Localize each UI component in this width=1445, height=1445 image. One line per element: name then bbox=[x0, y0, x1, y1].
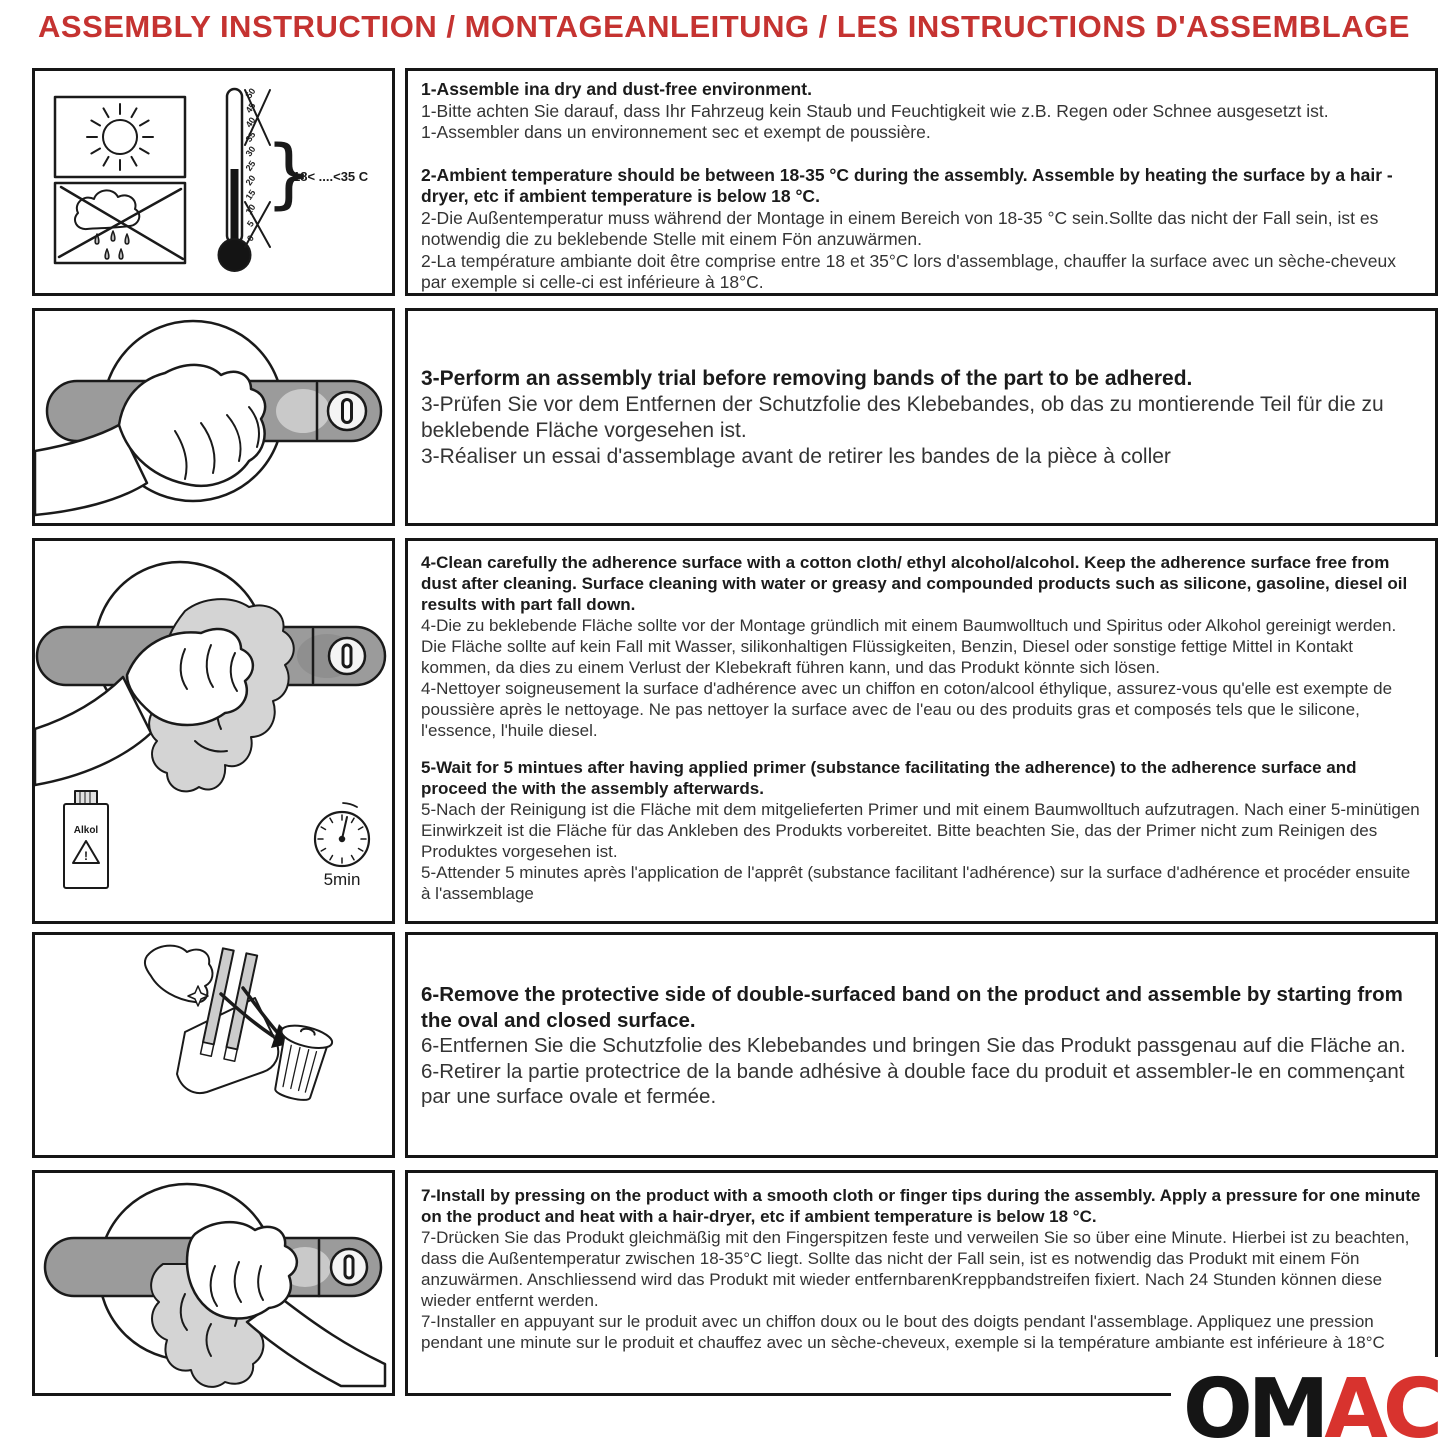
press-install-svg bbox=[35, 1173, 392, 1393]
keyhole-icon bbox=[343, 645, 351, 667]
illustration-cleaning bbox=[32, 538, 395, 924]
section-1-text bbox=[405, 68, 1438, 296]
keyhole-icon bbox=[345, 1256, 353, 1278]
page-title: ASSEMBLY INSTRUCTION / MONTAGEANLEITUNG / LES INSTRUCTIONS D'ASSEMBLAGE bbox=[38, 9, 1410, 44]
section-4-text bbox=[405, 932, 1438, 1158]
step-2-de: 2-Die Außentemperatur muss während der Montage in einem Bereich von 18-35 °C sein.Sollte das nicht der Fall sein, ist es notwendig die zu beklebende Stelle mit einem Fön anzuwärmen. bbox=[421, 207, 1379, 249]
door-handle-grip-svg bbox=[35, 311, 392, 523]
svg-text:!: ! bbox=[84, 849, 88, 863]
svg-text:35: 35 bbox=[243, 129, 258, 144]
svg-text:5: 5 bbox=[245, 218, 257, 229]
svg-text:15: 15 bbox=[243, 187, 258, 202]
svg-text:45: 45 bbox=[243, 100, 258, 115]
hand-icon bbox=[145, 946, 213, 1006]
environment-temperature-svg bbox=[35, 71, 392, 293]
section-2-text bbox=[405, 308, 1438, 526]
svg-text:50: 50 bbox=[243, 86, 258, 101]
illustration-assembly-trial bbox=[32, 308, 395, 526]
illustration-remove-band bbox=[32, 932, 395, 1158]
step-1-fr: 1-Assembler dans un environnement sec et exempt de poussière. bbox=[421, 122, 931, 142]
step-6-fr: 6-Retirer la partie protectrice de la bande adhésive à double face du produit et assembler-le en commençant par une surface ovale et fermée. bbox=[421, 1059, 1405, 1109]
step-6-en: 6-Remove the protective side of double-surfaced band on the product and assemble by starting from the oval and closed surface. bbox=[421, 983, 1403, 1032]
step-3-de: 3-Prüfen Sie vor dem Entfernen der Schutzfolie des Klebebandes, ob das zu montierende Teil für die zu beklebende Fläche vorgesehen ist. bbox=[421, 393, 1384, 442]
svg-text:25: 25 bbox=[243, 158, 258, 173]
step-1-de: 1-Bitte achten Sie darauf, dass Ihr Fahrzeug kein Staub und Feuchtigkeit wie z.B. Regen oder Schnee ausgesetzt ist. bbox=[421, 100, 1329, 121]
temperature-brace: } bbox=[265, 128, 314, 217]
paragraph-gap bbox=[421, 144, 1421, 165]
step-7-fr: 7-Installer en appuyant sur le produit avec un chiffon doux ou le bout des doigts pendant l'assemblage. Appliquez une pression pendant une minute sur le produit et chauffez avec un sèche-cheveux, exemple si la température ambiante est inférieure à 18°C bbox=[421, 1312, 1385, 1352]
step-6-de: 6-Entfernen Sie die Schutzfolie des Klebebandes und bringen Sie das Produkt passgenau auf die Fläche an. bbox=[421, 1034, 1406, 1058]
alcohol-bottle-icon bbox=[64, 791, 108, 888]
step-3-fr: 3-Réaliser un essai d'assemblage avant de retirer les bandes de la pièce à coller bbox=[421, 445, 1171, 468]
step-7-de: 7-Drücken Sie das Produkt gleichmäßig mit den Fingerspitzen feste und verweilen Sie so über eine Minute. Hierbei ist zu beachten, dass die Außentemperatur zwischen 18-35°C liegt. Sollte das nicht der Fall sein, ist es notwendig das Produkt mit einem Fön anzuwärmen. Anschliessend wird das Produkt mit wieder entfernbarenKreppbandstreifen fixiert. Nach 24 Stunden können diese wieder entfernt werden. bbox=[421, 1228, 1410, 1310]
illustration-press-install bbox=[32, 1170, 395, 1396]
hand-icon bbox=[187, 1222, 297, 1318]
clock-icon bbox=[315, 803, 369, 889]
step-3-en: 3-Perform an assembly trial before removing bands of the part to be adhered. bbox=[421, 367, 1193, 390]
remove-band-svg bbox=[35, 935, 392, 1155]
step-7-en: 7-Install by pressing on the product with a smooth cloth or finger tips during the assembly. Apply a pressure for one minute on the product and heat with a hair-dryer, etc if ambient temperature is below 18 °C. bbox=[421, 1186, 1421, 1226]
logo-text-red: AC bbox=[1324, 1362, 1438, 1445]
illustration-environment-temperature bbox=[32, 68, 395, 296]
step-5-de: 5-Nach der Reinigung ist die Fläche mit dem mitgelieferten Primer und mit einem Baumwolltuch aufzutragen. Nach einer 5-minütigen Einwirkzeit ist die Fläche für das Ankleben des Produkts vorbereitet. Bitte beachten Sie, das der Primer nicht zum Reinigen des Produktes vorgesehen ist. bbox=[421, 800, 1420, 861]
svg-text:30: 30 bbox=[243, 144, 258, 159]
clock-label: 5min bbox=[323, 870, 361, 889]
step-4-fr: 4-Nettoyer soigneusement la surface d'adhérence avec un chiffon en coton/alcool éthylique, assurez-vous qu'elle est exempte de poussière après le nettoyage. Ne pas nettoyer la surface avec de l'eau ou des produits gras et composés tels que le silicone, l'essence, l'huile diesel. bbox=[421, 679, 1393, 740]
keyhole-icon bbox=[343, 400, 352, 423]
step-5-en: 5-Wait for 5 mintues after having applied primer (substance facilitating the adherence) to the adherence surface and proceed the with the assembly afterwards. bbox=[421, 758, 1357, 798]
step-4-en: 4-Clean carefully the adherence surface with a cotton cloth/ ethyl alcohol/alcohol. Keep the adherence surface free from dust after cleaning. Surface cleaning with water or greasy and compounded products such as silicone, gasoline, diesel oil results with part fall down. bbox=[421, 553, 1408, 614]
temperature-range-label: 18< ....<35 C bbox=[293, 169, 369, 184]
bottle-label: Alkol bbox=[73, 825, 99, 836]
step-5-fr: 5-Attender 5 minutes après l'application de l'apprêt (substance facilitant l'adhérence) sur la surface d'adhérence et procéder ensuite à l'assemblage bbox=[421, 863, 1411, 903]
step-2-en: 2-Ambient temperature should be between 18-35 °C during the assembly. Assemble by heating the surface by a hair -dryer, etc if ambient temperature is below 18 °C. bbox=[421, 164, 1393, 206]
step-2-fr: 2-La température ambiante doit être comprise entre 18 et 35°C lors d'assemblage, chauffer la surface avec un sèche-cheveux par exemple si celle-ci est inférieure à 18°C. bbox=[421, 250, 1396, 292]
step-4-de: 4-Die zu beklebende Fläche sollte vor der Montage gründlich mit einem Baumwolltuch und Spiritus oder Alkohol gereinigt werden. Die Fläche sollte auf kein Fall mit Wasser, silikonhaltigen Flüssigkeiten, Benzin, Diesel oder sonstige fettige Mittel in Kontakt kommen, da dies zu einem Verlust der Klebekraft führen kann, und das Produkt könnte sich lösen. bbox=[421, 616, 1397, 677]
svg-text:20: 20 bbox=[243, 173, 258, 188]
logo-text-black: OM bbox=[1183, 1362, 1325, 1445]
step-1-en: 1-Assemble ina dry and dust-free environment. bbox=[421, 79, 812, 99]
paragraph-gap bbox=[421, 741, 1421, 757]
section-3-text bbox=[405, 538, 1438, 924]
svg-text:0: 0 bbox=[245, 233, 257, 244]
svg-text:10: 10 bbox=[243, 202, 258, 217]
omac-logo bbox=[1171, 1357, 1442, 1445]
cleaning-svg bbox=[35, 541, 392, 921]
svg-text:40: 40 bbox=[243, 115, 258, 130]
arm-icon bbox=[247, 1298, 385, 1386]
